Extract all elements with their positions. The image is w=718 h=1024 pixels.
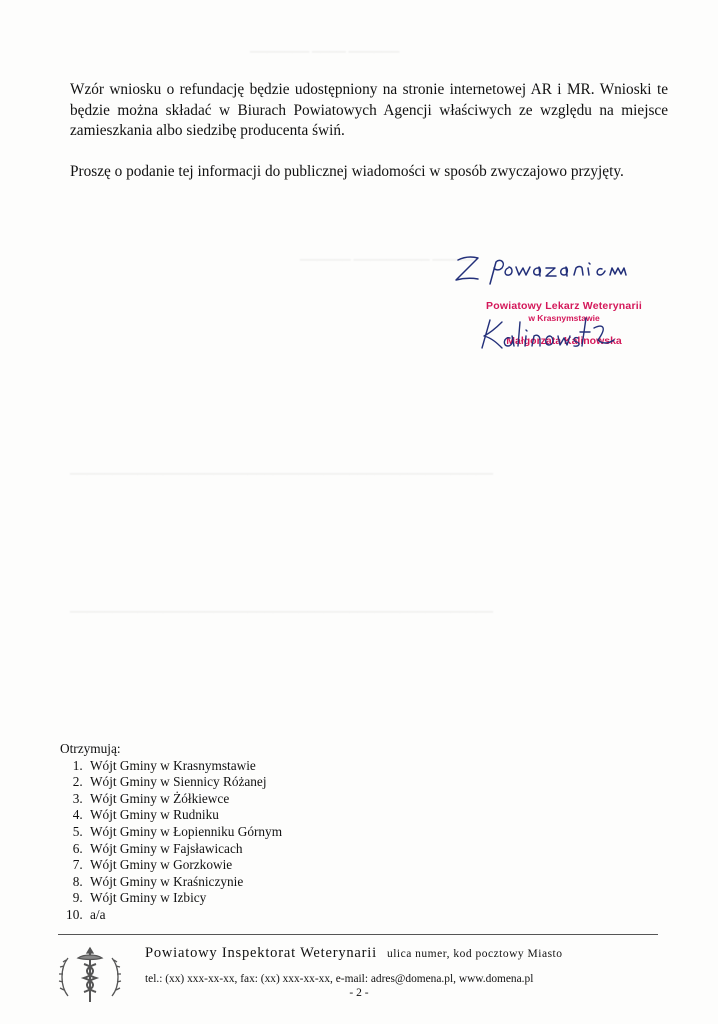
recipient-item: 9. Wójt Gminy w Izbicy [86, 890, 282, 907]
footer-organization-line [145, 944, 563, 962]
handwritten-closing-signature [452, 248, 642, 288]
recipients-list [60, 758, 282, 924]
recipient-item: 2. Wójt Gminy w Siennicy Różanej [86, 774, 282, 791]
organization-address: ulica numer, kod pocztowy Miasto [386, 948, 563, 960]
stamp-title: Powiatowy Lekarz Weterynarii [486, 300, 642, 312]
recipient-item: 4. Wójt Gminy w Rudniku [86, 807, 282, 824]
recipients-block [60, 741, 282, 924]
stamp-name: Małgorzata Kalinowska [506, 335, 622, 347]
caduceus-emblem-icon [54, 938, 126, 1010]
bleed-through: ▁▁▁▁▁▁▁▁▁▁▁▁▁▁▁▁▁▁▁▁▁▁▁▁▁▁▁▁▁▁▁▁▁▁▁▁▁▁▁▁▁▁▁▁▁▁▁▁▁▁ [70, 463, 493, 475]
recipient-item: 7. Wójt Gminy w Gorzkowie [86, 857, 282, 874]
page-number: - 2 - [349, 987, 369, 999]
footer-contact-line: tel.: (xx) xxx-xx-xx, fax: (xx) xxx-xx-xx, e-mail: adres@domena.pl, www.domena.pl [145, 973, 534, 985]
letter-paragraph-publication-request: Proszę o podanie tej informacji do publicznej wiadomości w sposób zwyczajowo przyjęty. [70, 163, 624, 180]
bleed-through: ▁▁▁▁▁▁▁▁▁▁▁▁▁▁▁▁▁▁▁▁▁▁▁▁▁▁▁▁▁▁▁▁▁▁▁▁▁▁▁▁▁▁▁▁▁▁▁▁▁▁ [70, 601, 493, 613]
recipients-heading: Otrzymują: [60, 741, 121, 756]
organization-name: Powiatowy Inspektorat Weterynarii [145, 945, 377, 961]
bleed-through: ▁▁▁▁▁▁▁ ▁▁▁▁ ▁▁▁▁▁▁ [250, 41, 400, 53]
letter-paragraph-refund-application: Wzór wniosku o refundację będzie udostępniony na stronie internetowej AR i MR. Wnioski te będzie można składać w Biurach Powiatowych Agencji właściwych ze względu na miejsce zamieszkania albo siedzibę producenta świń. [70, 81, 668, 139]
recipient-item: 5. Wójt Gminy w Łopienniku Górnym [86, 824, 282, 841]
recipient-item: 10. a/a [86, 907, 282, 924]
stamp-location: w Krasnymstawie [528, 313, 600, 323]
stamp-handwritten-signature [474, 314, 624, 354]
recipient-item: 8. Wójt Gminy w Kraśniczynie [86, 874, 282, 891]
bleed-through: ▁▁▁▁▁▁ ▁▁▁▁▁▁▁▁▁ ▁▁▁▁▁ [300, 249, 475, 261]
recipient-item: 3. Wójt Gminy w Żółkiewce [86, 791, 282, 808]
recipient-item: 1. Wójt Gminy w Krasnymstawie [86, 758, 282, 775]
recipient-item: 6. Wójt Gminy w Fajsławicach [86, 841, 282, 858]
footer-divider [58, 934, 658, 935]
